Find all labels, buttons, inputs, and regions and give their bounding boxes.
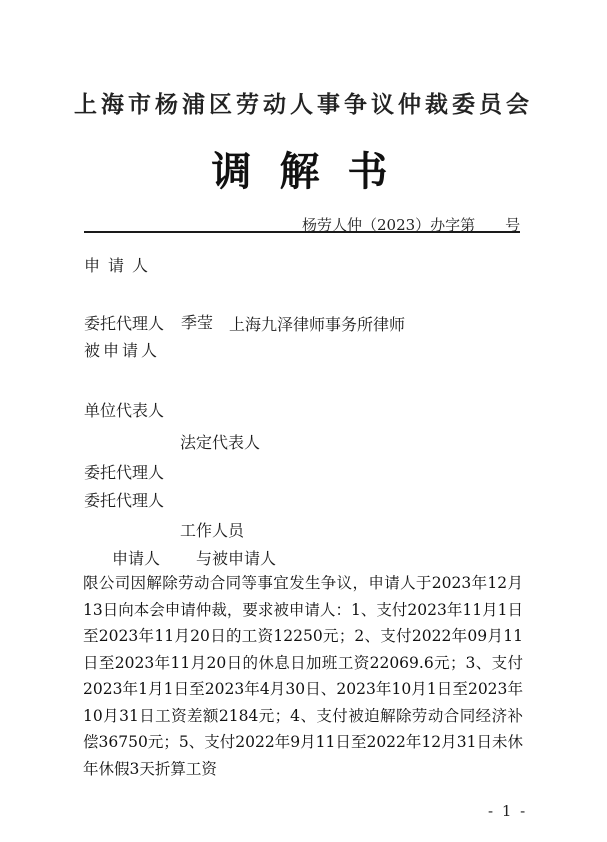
organization-name: 上海市杨浦区劳动人事争议仲裁委员会	[74, 91, 533, 118]
respondent-label: 被申请人	[84, 341, 161, 360]
applicant-label: 申请人	[84, 256, 157, 275]
unit-representative-label: 单位代表人	[84, 401, 165, 420]
page-number: - 1 -	[488, 802, 528, 820]
staff-label: 工作人员	[180, 521, 245, 540]
with-respondent-label: 与被申请人	[196, 549, 277, 568]
case-number: 杨劳人仲（2023）办字第 号	[302, 216, 521, 234]
legal-representative-label: 法定代表人	[180, 433, 261, 452]
document-title: 调解书	[211, 148, 416, 195]
applicant-short-label: 申请人	[112, 549, 161, 568]
agent-label: 委托代理人	[84, 314, 165, 333]
dispute-paragraph: 限公司因解除劳动合同等事宜发生争议，申请人于2023年12月13日向本会申请仲裁，要求被申请人：1、支付2023年11月1日至2023年11月20日的工资12250元；2、支付2022年09月11日至2023年11月20日的休息日加班工资22069.6元；3、支付2023年1月1日至2023年4月30日、2023年10月1日至2023年10月31日工资差额2184元；4、支付被迫解除劳动合同经济补偿36750元；5、支付2022年9月11日至2022年12月31日未休年休假3天折算工资	[83, 574, 523, 778]
agent-name: 季莹	[181, 313, 214, 332]
agent-organization: 上海九泽律师事务所律师	[229, 315, 406, 334]
agent2-label: 委托代理人	[84, 463, 165, 482]
header-rule	[84, 231, 520, 233]
agent3-label: 委托代理人	[84, 491, 165, 510]
